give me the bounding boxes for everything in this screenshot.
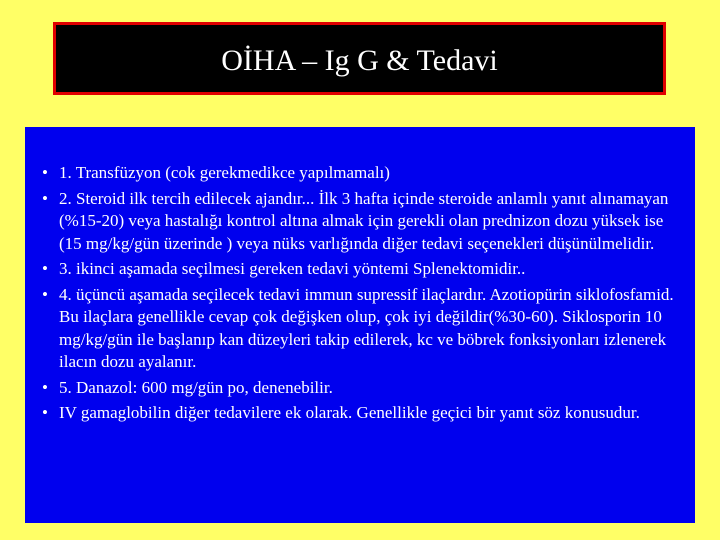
bullet-item bbox=[31, 162, 681, 185]
bullet-text: IV gamaglobilin diğer tedavilere ek olarak. Genellikle geçici bir yanıt söz konusudur. bbox=[59, 403, 640, 422]
bullet-item bbox=[31, 284, 681, 374]
slide-title-box bbox=[53, 22, 666, 95]
bullet-item bbox=[31, 402, 681, 425]
slide-title: OİHA – Ig G & Tedavi bbox=[221, 43, 498, 77]
bullet-item bbox=[31, 258, 681, 281]
bullet-item bbox=[31, 188, 681, 256]
bullet-icon: • bbox=[42, 403, 48, 422]
bullet-item bbox=[31, 377, 681, 400]
bullet-text: 1. Transfüzyon (cok gerekmedikce yapılmamalı) bbox=[59, 163, 390, 182]
bullet-text: 4. üçüncü aşamada seçilecek tedavi immun supressif ilaçlardır. Azotiopürin siklofosfamid. Bu ilaçlara genellikle cevap çok değişken olup, çok iyi değildir(%30-60). Siklosporin 10 mg/kg/gün ile başlanıp kan düzeyleri takip edilerek, kc ve böbrek fonksiyonları izlenerek ilacın dozu ayalanır. bbox=[59, 284, 674, 371]
bullet-icon: • bbox=[42, 259, 48, 278]
bullet-text: 5. Danazol: 600 mg/gün po, denenebilir. bbox=[59, 377, 333, 397]
bullet-icon: • bbox=[42, 377, 48, 397]
bullet-text: 3. ikinci aşamada seçilmesi gereken tedavi yöntemi Splenektomidir.. bbox=[59, 259, 526, 278]
bullet-icon: • bbox=[42, 188, 48, 208]
bullet-text: 2. Steroid ilk tercih edilecek ajandır... İlk 3 hafta içinde steroide anlamlı yanıt alınamayan (%15-20) veya hastalığı kontrol altına almak için gerekli olan prednizon dozu yüksek ise (15 mg/kg/gün üzerinde ) veya nüks varlığında diğer tedavi seçenekleri düşünülmelidir. bbox=[59, 188, 669, 253]
bullet-icon: • bbox=[42, 284, 48, 304]
slide-content-box bbox=[25, 127, 695, 523]
bullet-list bbox=[31, 162, 681, 425]
bullet-icon: • bbox=[42, 163, 48, 182]
